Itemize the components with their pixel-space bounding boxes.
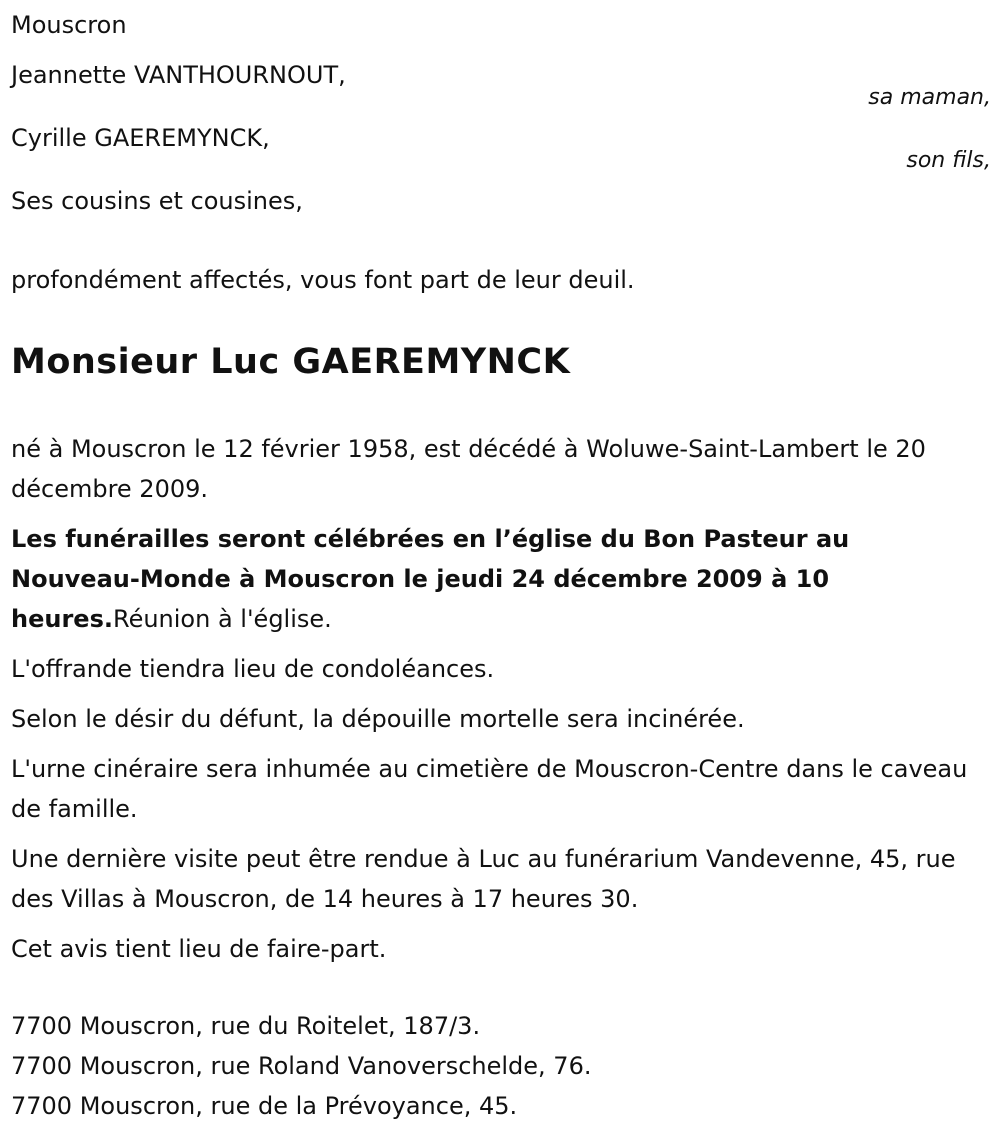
funeral-text <box>11 519 986 639</box>
birth-death-text: né à Mouscron le 12 février 1958, est décédé à Woluwe-Saint-Lambert le 20 décembre 2009. <box>11 435 926 503</box>
family-member-name: Ses cousins et cousines, <box>11 187 303 215</box>
family-member-2 <box>11 118 991 173</box>
notice-text: Cet avis tient lieu de faire-part. <box>11 935 387 963</box>
cremation-text: Selon le désir du défunt, la dépouille mortelle sera incinérée. <box>11 705 745 733</box>
visit-text: Une dernière visite peut être rendue à Luc au funérarium Vandevenne, 45, rue des Villas à Mouscron, de 14 heures à 17 heures 30. <box>11 845 956 913</box>
announcement-text: profondément affectés, vous font part de leur deuil. <box>11 266 635 294</box>
funeral-rest-text: Réunion à l'église. <box>112 605 332 633</box>
address-line: 7700 Mouscron, rue Roland Vanoverschelde, 76. <box>11 1052 592 1080</box>
funeral-bold-text: Les funérailles seront célébrées en l’église du Bon Pasteur au Nouveau-Monde à Mouscron le jeudi 24 décembre 2009 à 10 heures. <box>11 525 850 633</box>
family-member-relation: sa maman, <box>868 85 991 110</box>
family-member-3 <box>11 181 991 221</box>
family-member-1 <box>11 55 991 110</box>
family-member-name: Jeannette VANTHOURNOUT, <box>11 61 346 89</box>
obituary-body <box>11 429 986 979</box>
city-heading: Mouscron <box>11 11 127 39</box>
urn-text: L'urne cinéraire sera inhumée au cimetière de Mouscron-Centre dans le caveau de famille. <box>11 755 968 823</box>
family-member-relation: son fils, <box>906 148 991 173</box>
address-line: 7700 Mouscron, rue du Roitelet, 187/3. <box>11 1012 481 1040</box>
address-line: 7700 Mouscron, rue de la Prévoyance, 45. <box>11 1092 518 1120</box>
family-member-name: Cyrille GAEREMYNCK, <box>11 124 270 152</box>
address-list <box>11 1006 991 1126</box>
deceased-name: Monsieur Luc GAEREMYNCK <box>11 342 571 382</box>
offering-text: L'offrande tiendra lieu de condoléances. <box>11 655 495 683</box>
